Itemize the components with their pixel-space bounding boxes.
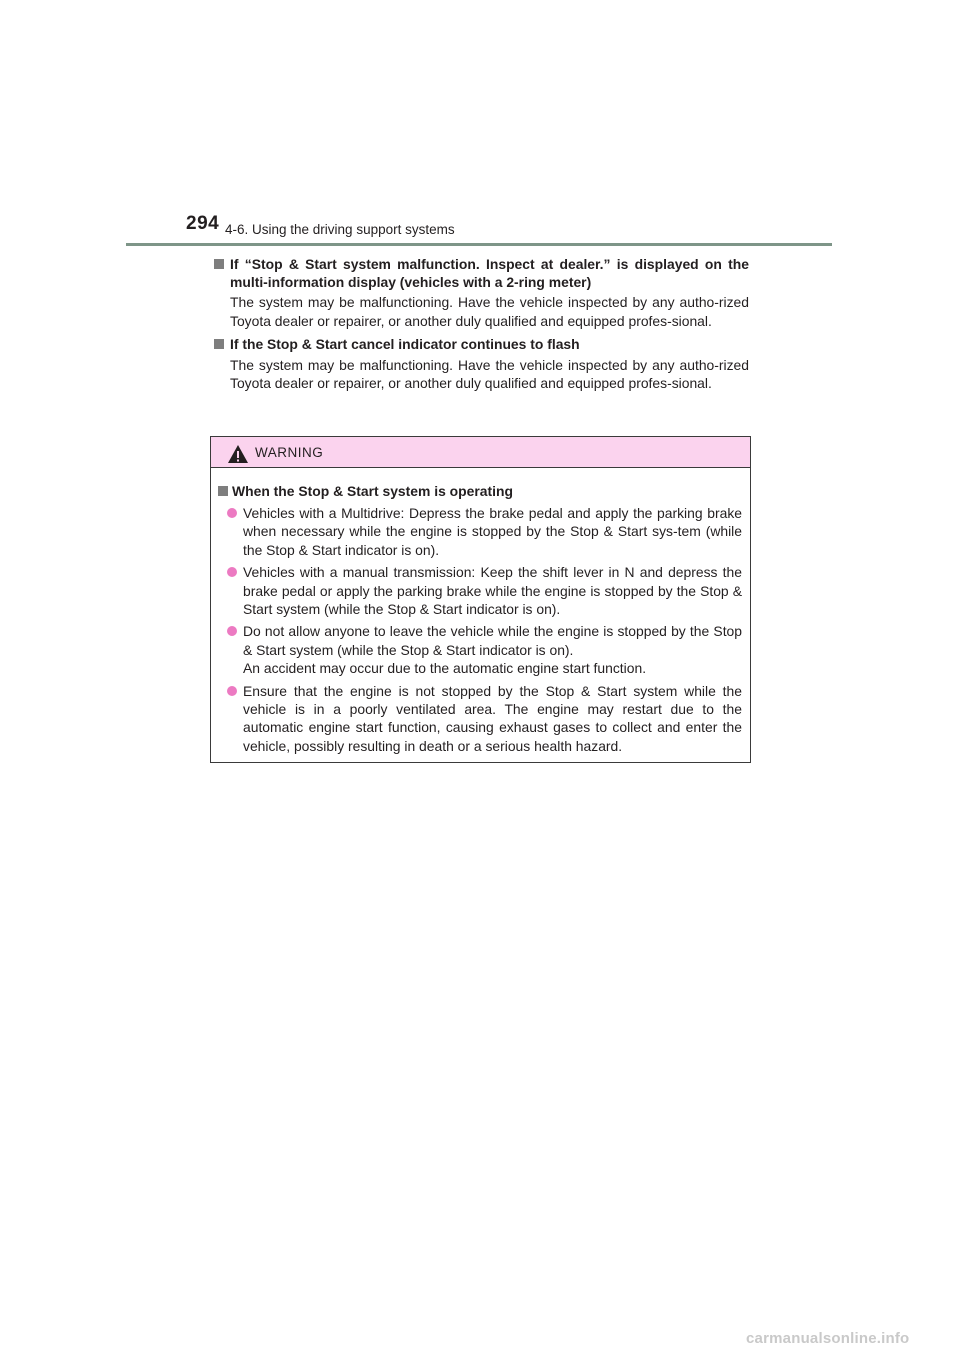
- warning-bullet-leave-vehicle: [215, 622, 742, 677]
- warning-header: [211, 437, 750, 468]
- warning-bullet-manual: [215, 563, 742, 618]
- topic-cancel-indicator-flash: [213, 336, 749, 393]
- main-content: [213, 256, 749, 399]
- topic-heading: [213, 336, 749, 354]
- header-rule: [126, 243, 832, 246]
- warning-bullet-multidrive: [215, 504, 742, 559]
- page-header: [0, 0, 960, 250]
- bullet-text: Vehicles with a manual transmission: Keep the shift lever in N and depress the brake pedal or apply the parking brake while the engine is stopped by the Stop & Start system (while the Stop & Start indicator is on).: [243, 564, 742, 618]
- section-title: 4-6. Using the driving support systems: [225, 222, 455, 237]
- bullet-dot-icon: [227, 686, 237, 696]
- warning-heading-text: When the Stop & Start system is operating: [232, 483, 513, 499]
- square-bullet-icon: [214, 259, 224, 269]
- topic-heading: [213, 256, 749, 291]
- warning-triangle-icon: [227, 444, 249, 464]
- topic-body: The system may be malfunctioning. Have the vehicle inspected by any autho-rized Toyota dealer or repairer, or another duly qualified and equipped profes-sional.: [230, 356, 749, 391]
- bullet-dot-icon: [227, 567, 237, 577]
- watermark: carmanualsonline.info: [746, 1330, 910, 1347]
- warning-box: [210, 436, 751, 763]
- bullet-dot-icon: [227, 508, 237, 518]
- square-bullet-icon: [214, 339, 224, 349]
- bullet-text: Do not allow anyone to leave the vehicle while the engine is stopped by the Stop & Start system (while the Stop & Start indicator is on).: [243, 623, 742, 658]
- warning-heading: [215, 482, 742, 500]
- topic-heading-text: If “Stop & Start system malfunction. Inspect at dealer.” is displayed on the multi-information display (vehicles with a 2-ring meter): [230, 256, 749, 290]
- warning-body: [211, 468, 750, 755]
- topic-body: The system may be malfunctioning. Have the vehicle inspected by any autho-rized Toyota dealer or repairer, or another duly qualified and equipped profes-sional.: [230, 294, 749, 329]
- warning-title: WARNING: [255, 445, 324, 460]
- bullet-dot-icon: [227, 626, 237, 636]
- page-number: 294: [186, 213, 220, 234]
- square-bullet-icon: [218, 486, 228, 496]
- topic-heading-text: If the Stop & Start cancel indicator continues to flash: [230, 336, 580, 352]
- bullet-text: Ensure that the engine is not stopped by the Stop & Start system while the vehicle is in a poorly ventilated area. The engine may restart due to the automatic engine start function, causing exhaust gases to collect and enter the vehicle, possibly resulting in death or a serious health hazard.: [243, 682, 742, 754]
- bullet-extra-text: An accident may occur due to the automatic engine start function.: [243, 660, 647, 677]
- bullet-text: Vehicles with a Multidrive: Depress the brake pedal and apply the parking brake when necessary while the engine is stopped by the Stop & Start sys-tem (while the Stop & Start indicator is on).: [243, 505, 742, 558]
- warning-bullet-ventilation: [215, 682, 742, 756]
- topic-malfunction-message: [213, 256, 749, 330]
